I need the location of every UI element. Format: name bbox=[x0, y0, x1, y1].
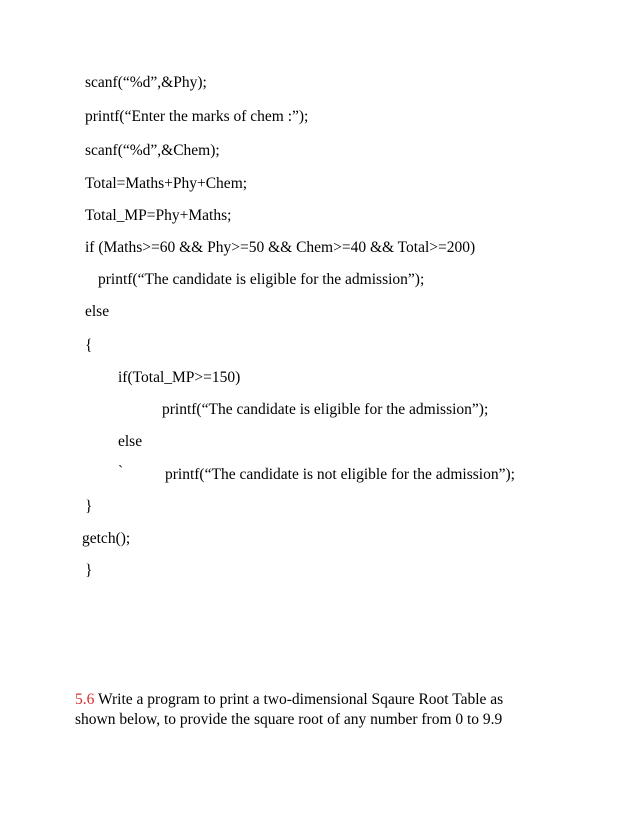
code-line-14: printf(“The candidate is not eligible for the admission”); bbox=[165, 466, 515, 483]
code-line-10: if(Total_MP>=150) bbox=[118, 369, 241, 386]
code-line-2: printf(“Enter the marks of chem :”); bbox=[85, 108, 309, 125]
code-line-7: printf(“The candidate is eligible for the admission”); bbox=[98, 271, 425, 288]
exercise-number: 5.6 bbox=[75, 691, 95, 708]
code-line-12: else bbox=[118, 433, 143, 450]
code-line-4: Total=Maths+Phy+Chem; bbox=[85, 175, 248, 192]
exercise-text: Write a program to print a two-dimensional Sqaure Root Table as shown below, to provide the square root of any number from 0 to 9.9 bbox=[75, 691, 504, 728]
code-line-5: Total_MP=Phy+Maths; bbox=[85, 207, 232, 224]
code-line-3: scanf(“%d”,&Chem); bbox=[85, 142, 220, 159]
code-line-15: } bbox=[85, 498, 93, 515]
code-line-8: else bbox=[85, 303, 110, 320]
code-line-13: ` bbox=[118, 463, 124, 480]
exercise-paragraph bbox=[75, 690, 545, 730]
code-line-6: if (Maths>=60 && Phy>=50 && Chem>=40 && Total>=200) bbox=[85, 239, 476, 256]
code-line-11: printf(“The candidate is eligible for the admission”); bbox=[162, 401, 489, 418]
code-line-1: scanf(“%d”,&Phy); bbox=[85, 74, 207, 91]
code-line-17: } bbox=[85, 562, 93, 579]
code-line-16: getch(); bbox=[82, 530, 131, 547]
code-line-9: { bbox=[85, 337, 93, 354]
